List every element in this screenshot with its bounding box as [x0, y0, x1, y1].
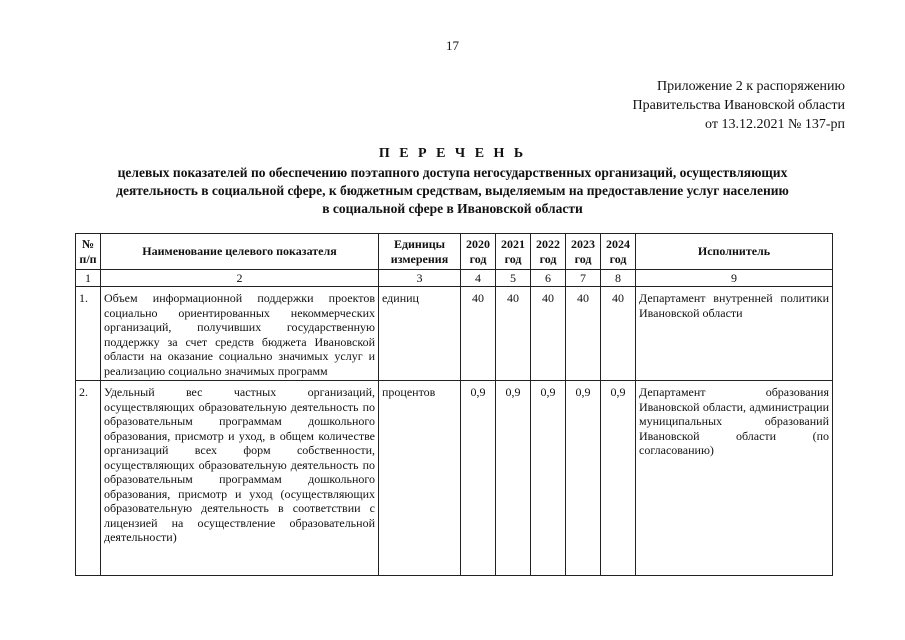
appendix-block: [633, 77, 845, 134]
row-value-2020: 0,9: [461, 381, 496, 576]
row-num: 2.: [76, 381, 101, 576]
document-subtitle: [60, 164, 845, 218]
row-indicator-name: Объем информационной поддержки проектов социально ориентированных некоммерческих организаций, получивших государственную поддержку за счет средств бюджета Ивановской области на оказание социально значимых услуг и реализацию социально значимых программ: [101, 287, 379, 381]
header-2023: 2023 год: [566, 234, 601, 270]
row-unit: процентов: [379, 381, 461, 576]
row-value-2021: 40: [496, 287, 531, 381]
table-header-row: [76, 234, 833, 270]
row-value-2023: 0,9: [566, 381, 601, 576]
column-number-row: [76, 270, 833, 287]
page-number: 17: [446, 38, 459, 53]
header-2022: 2022 год: [531, 234, 566, 270]
row-value-2022: 0,9: [531, 381, 566, 576]
row-value-2024: 0,9: [601, 381, 636, 576]
header-2020: 2020 год: [461, 234, 496, 270]
row-unit: единиц: [379, 287, 461, 381]
row-value-2024: 40: [601, 287, 636, 381]
appendix-line-3: от 13.12.2021 № 137-рп: [705, 117, 845, 132]
row-indicator-name: Удельный вес частных организаций, осуществляющих образовательную деятельность по образовательным программам дошкольного образования, присмотр и уход, в общем количестве организаций всех форм собственности, осуществляющих образовательную деятельность по образовательным программам дошкольного образования, присмотр и уход (осуществляющих образовательную деятельность в соответствии с лицензией на осуществление образовательной деятельности): [101, 381, 379, 576]
subtitle-line-2: деятельность в социальной сфере, к бюджетным средствам, выделяемым на предоставление услуг населению: [116, 183, 789, 198]
column-number: 2: [101, 270, 379, 287]
row-value-2021: 0,9: [496, 381, 531, 576]
header-executor: Исполнитель: [636, 234, 833, 270]
table-row: [76, 287, 833, 381]
document-title: П Е Р Е Ч Е Н Ь: [378, 146, 527, 161]
column-number: 8: [601, 270, 636, 287]
column-number: 1: [76, 270, 101, 287]
header-name: Наименование целевого показателя: [101, 234, 379, 270]
row-value-2023: 40: [566, 287, 601, 381]
subtitle-line-3: в социальной сфере в Ивановской области: [322, 201, 583, 216]
header-2021: 2021 год: [496, 234, 531, 270]
table-row: [76, 381, 833, 576]
appendix-line-1: Приложение 2 к распоряжению: [657, 79, 845, 94]
appendix-line-2: Правительства Ивановской области: [632, 98, 845, 113]
column-number: 5: [496, 270, 531, 287]
header-num: № п/п: [76, 234, 101, 270]
column-number: 3: [379, 270, 461, 287]
row-value-2022: 40: [531, 287, 566, 381]
header-unit: Единицы измерения: [379, 234, 461, 270]
column-number: 4: [461, 270, 496, 287]
indicators-table: [75, 233, 833, 576]
column-number: 9: [636, 270, 833, 287]
column-number: 6: [531, 270, 566, 287]
header-2024: 2024 год: [601, 234, 636, 270]
row-value-2020: 40: [461, 287, 496, 381]
row-executor: Департамент внутренней политики Ивановской области: [636, 287, 833, 381]
row-num: 1.: [76, 287, 101, 381]
column-number: 7: [566, 270, 601, 287]
row-executor: Департамент образования Ивановской области, администрации муниципальных образований Ивановской области (по согласованию): [636, 381, 833, 576]
subtitle-line-1: целевых показателей по обеспечению поэтапного доступа негосударственных организаций, осуществляющих: [117, 165, 788, 180]
